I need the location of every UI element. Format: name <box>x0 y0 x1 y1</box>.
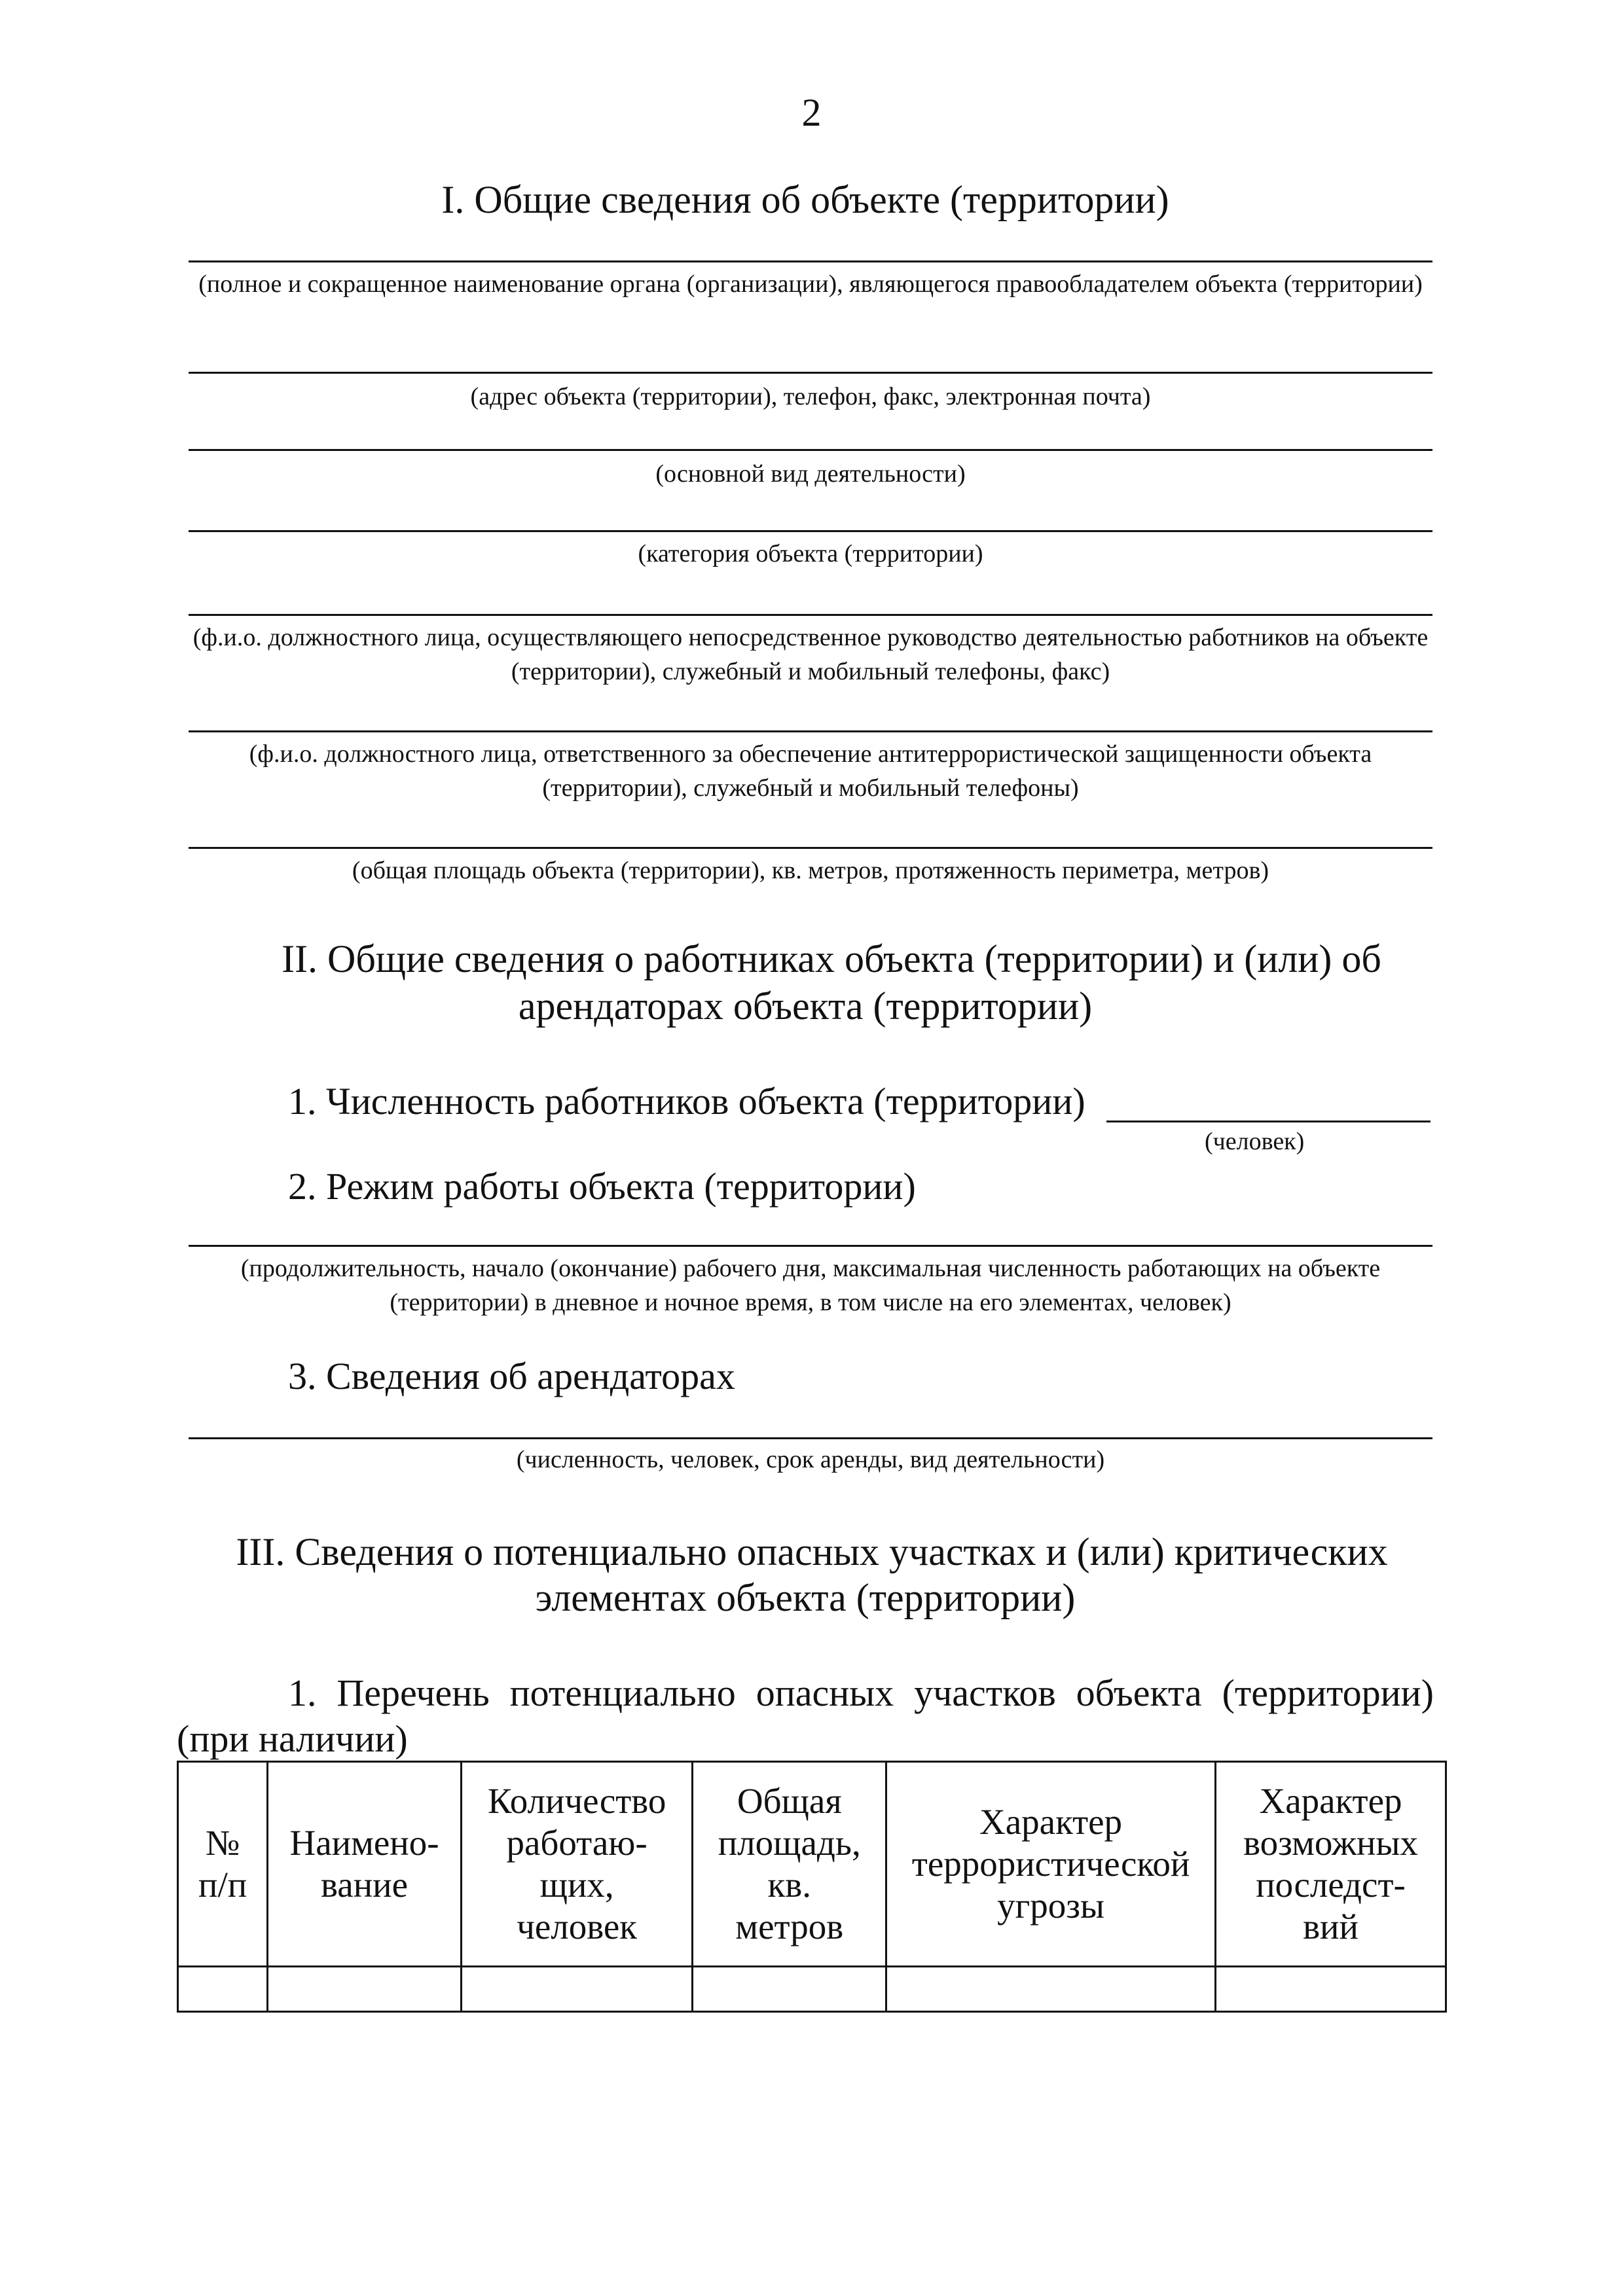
table-cell <box>1216 1967 1446 2012</box>
col-header-number: № п/п <box>178 1762 268 1967</box>
page-number: 2 <box>801 91 822 134</box>
field-line-area <box>189 847 1432 849</box>
table-cell <box>268 1967 462 2012</box>
section-3-heading-line-2: элементах объекта (территории) <box>535 1576 1076 1619</box>
caption-category: (категория объекта (территории) <box>638 540 983 567</box>
table-cell <box>886 1967 1216 2012</box>
section-1-heading: I. Общие сведения об объекте (территории) <box>441 178 1169 221</box>
col-header-consequences: Характер возможных последст-вий <box>1216 1762 1446 1967</box>
work-schedule-caption: (продолжительность, начало (окончание) рабочего дня, максимальная численность работающих на объекте (территории) в дневное и ночное время, в том числе на его элементах, человек) <box>240 1255 1381 1316</box>
hazard-list-intro-line-1 <box>288 1670 1434 1716</box>
tenants-caption: (численность, человек, срок аренды, вид деятельности) <box>516 1446 1105 1473</box>
field-line-category <box>189 530 1432 532</box>
hazard-list-intro-text: 1. Перечень потенциально опасных участков объекта (территории) <box>288 1672 1434 1714</box>
field-line-manager <box>189 614 1432 616</box>
table-cell <box>693 1967 886 2012</box>
section-2-heading-line-2: арендаторах объекта (территории) <box>518 984 1093 1028</box>
workers-count-field <box>1106 1121 1431 1122</box>
table-header-row <box>178 1762 1446 1967</box>
workers-count-label: 1. Численность работников объекта (территории) <box>288 1080 1085 1122</box>
col-header-area: Общая площадь, кв. метров <box>693 1762 886 1967</box>
col-header-threat: Характер террористической угрозы <box>886 1762 1216 1967</box>
hazard-areas-table <box>177 1761 1447 2013</box>
tenants-field <box>189 1437 1432 1439</box>
caption-manager: (ф.и.о. должностного лица, осуществляющего непосредственное руководство деятельностью работников на объекте (территории), служебный и мобильный телефоны, факс) <box>192 624 1429 685</box>
work-schedule-label: 2. Режим работы объекта (территории) <box>288 1165 916 1208</box>
col-header-workers: Количество работаю-щих, человек <box>461 1762 693 1967</box>
caption-area: (общая площадь объекта (территории), кв. метров, протяженность периметра, метров) <box>352 857 1269 884</box>
section-3-heading-line-1: III. Сведения о потенциально опасных участках и (или) критических <box>236 1530 1388 1573</box>
workers-count-unit: (человек) <box>1205 1128 1305 1155</box>
col-header-name: Наимено-вание <box>268 1762 462 1967</box>
caption-activity: (основной вид деятельности) <box>655 460 966 488</box>
caption-owner: (полное и сокращенное наименование органа (организации), являющегося правообладателем объекта (территории) <box>198 270 1423 298</box>
caption-address: (адрес объекта (территории), телефон, факс, электронная почта) <box>470 383 1151 410</box>
section-2-heading-line-1: II. Общие сведения о работниках объекта (территории) и (или) об <box>282 937 1381 980</box>
caption-security-officer: (ф.и.о. должностного лица, ответственного за обеспечение антитеррористической защищенности объекта (территории), служебный и мобильный телефоны) <box>249 740 1372 802</box>
field-line-owner <box>189 260 1432 262</box>
table-row <box>178 1967 1446 2012</box>
field-line-security-officer <box>189 730 1432 732</box>
field-line-address <box>189 372 1432 374</box>
table-cell <box>461 1967 693 2012</box>
table-cell <box>178 1967 268 2012</box>
tenants-label: 3. Сведения об арендаторах <box>288 1355 735 1397</box>
field-line-activity <box>189 449 1432 451</box>
work-schedule-field <box>189 1245 1432 1247</box>
hazard-list-intro-line-2: (при наличии) <box>177 1717 408 1760</box>
